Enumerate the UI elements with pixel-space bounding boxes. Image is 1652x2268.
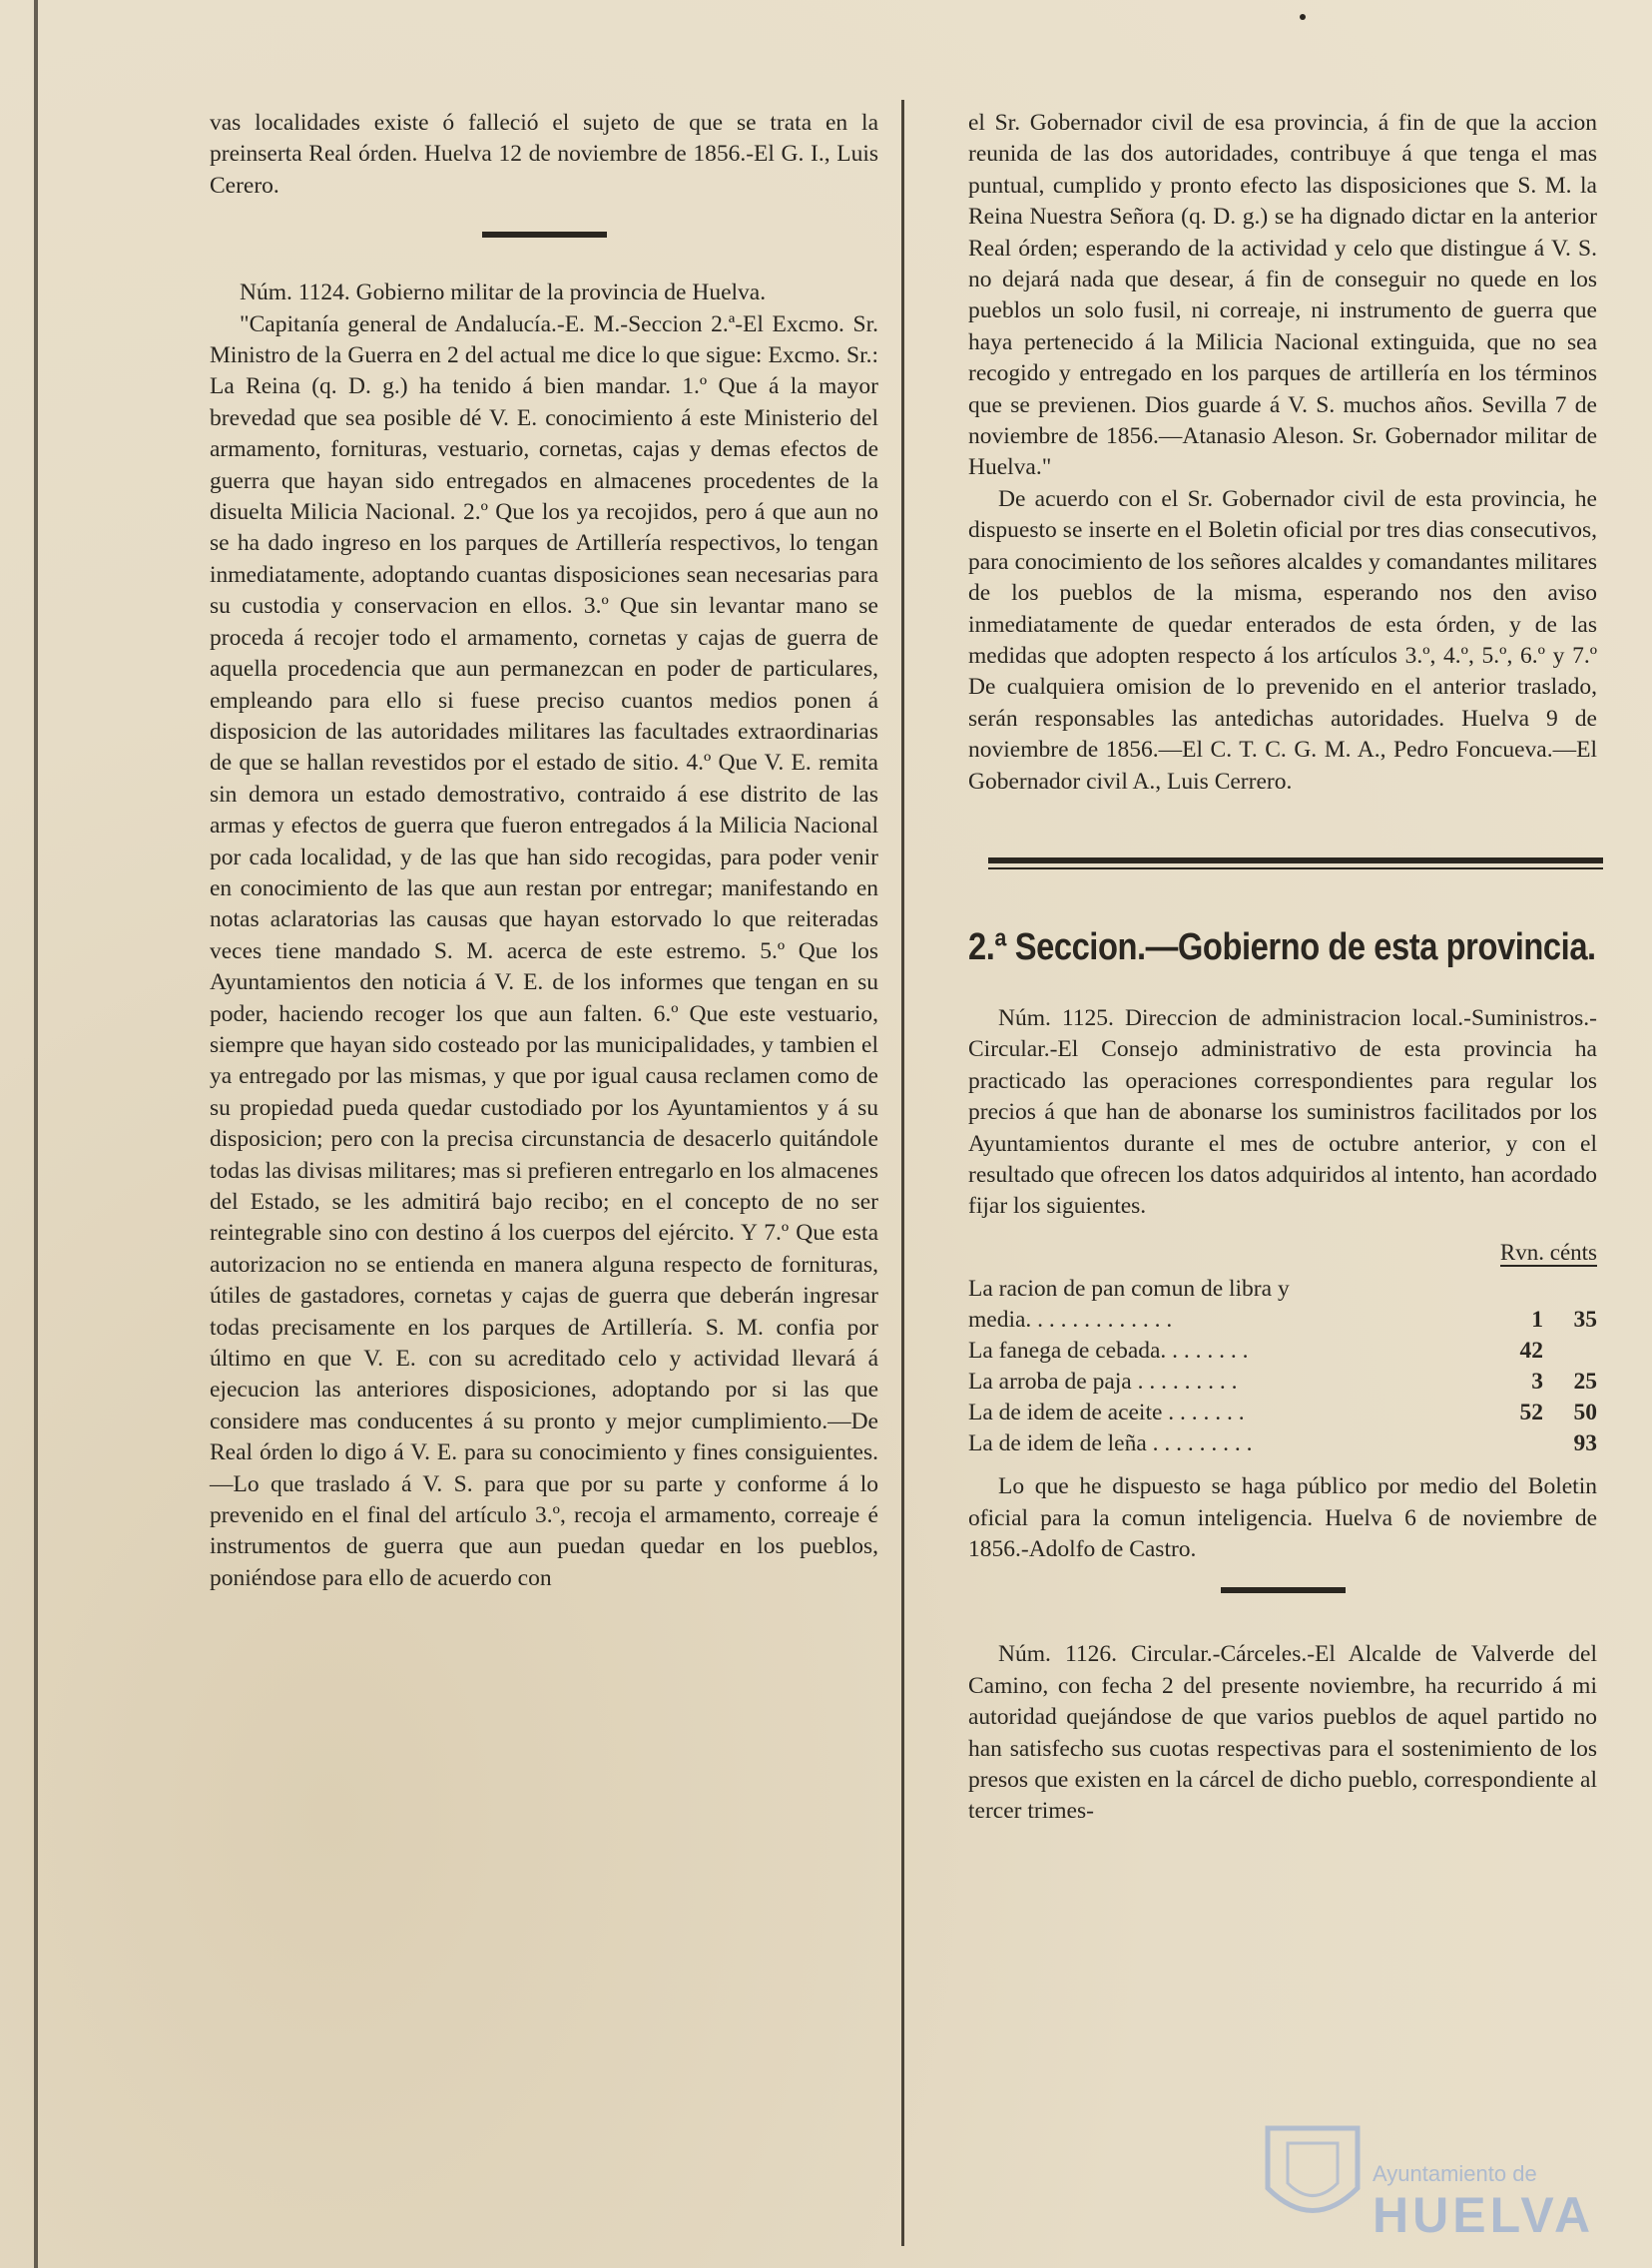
separator-rule: [482, 232, 607, 238]
price-row: La de idem de aceite . . . . . . . 52 50: [968, 1400, 1597, 1426]
watermark-text-line2: HUELVA: [1373, 2187, 1595, 2243]
price-row: La racion de pan comun de libra y: [968, 1276, 1290, 1303]
left-column: [210, 108, 878, 1594]
section-title: 2.ª Seccion.—Gobierno de esta provincia.: [968, 925, 1596, 968]
price-row: La arroba de paja . . . . . . . . . 3 25: [968, 1369, 1597, 1396]
notice-1124-body: "Capitanía general de Andalucía.-E. M.-Seccion 2.ª-El Excmo. Sr. Ministro de la Guerra en 2 del actual me dice lo que sigue: Excmo. Sr.: La Reina (q. D. g.) ha tenido á bien mandar. 1.º Que á la mayor brevedad que sea posible dé V. E. conocimiento á este Ministerio del armamento, fornituras, vestuario, cornetas, cajas y demas efectos de guerra que hayan sido entregados en almacenes procedentes de la disuelta Milicia Nacional. 2.º Que los ya recojidos, pero á que aun no se ha dado ingreso en los parques de Artillería respectivos, lo tengan inmediatamente, adoptando cuantas disposiciones sean necesarias para su custodia y conservacion en ellos. 3.º Que sin levantar mano se proceda á recojer todo el armamento, cornetas y cajas de guerra de aquella procedencia que aun permanezcan en poder de particulares, empleando para ello si fuese preciso cuantos medios ponen á disposicion de las autoridades militares las facultades extraordinarias de que se hallan revestidos por el estado de sitio. 4.º Que V. E. remita sin demora un estado demostrativo, contraido á ese distrito de las armas y efectos de guerra que fueron entregados á la Milicia Nacional por cada localidad, y de las que han sido recogidas, para poder venir en conocimiento de las que aun restan por entregar; manifestando en notas aclaratorias las causas que hayan estorvado lo que reiteradas veces tiene mandado S. M. acerca de este estremo. 5.º Que los Ayuntamientos den noticia á V. E. de los informes que tengan en su poder, haciendo recoger los que aun falten. 6.º Que este vestuario, siempre que hayan sido costeado por las municipalidades, y tambien el ya entregado por las mismas, y que por igual causa reclamen como de su propiedad pueda quedar custodiado por los Ayuntamientos y á su disposicion; pero con la precisa circunstancia de desacerlo quitándole todas las divisas militares; mas si prefieren entregarlo en los almacenes del Estado, se les admitirá bajo recibo; en el concepto de no ser reintegrable sino con destino á los cuerpos del ejército. Y 7.º Que esta autorizacion no se entienda en manera alguna respecto de fornituras, útiles de gastadores, cornetas y cajas de guerra que deberán ingresar todas precisamente en los parques de Artillería. S. M. confia por último en que V. E. con su acreditado celo y actividad llevará á ejecucion las anteriores disposiciones, adoptando por si las que considere mas conducentes á su pronto y mejor cumplimiento.—De Real órden lo digo á V. E. para su conocimiento y fines consiguientes.—Lo que traslado á V. S. para que por su parte y conforme á lo prevenido en el final del artículo 3.º, recoja el armamento, correaje é instrumentos de guerra que aun puedan quedar en los pueblos, poniéndose para ello de acuerdo con: [210, 310, 878, 1591]
price-row: La de idem de leña . . . . . . . . . 93: [968, 1430, 1597, 1457]
price-row: media. . . . . . . . . . . . . 1 35: [968, 1307, 1597, 1334]
price-table: [968, 1237, 1597, 1459]
page-binding-edge: [34, 0, 38, 2268]
left-intro-paragraph: vas localidades existe ó falleció el sujeto de que se trata en la preinserta Real órden. Huelva 12 de noviembre de 1856.-El G. I., Luis Cerero.: [210, 110, 878, 199]
separator-rule: [1221, 1587, 1346, 1593]
right-column: [968, 108, 1597, 1828]
price-table-header: Rvn. cénts: [1499, 1239, 1597, 1265]
section-separator: [988, 857, 1603, 869]
watermark-text-line1: Ayuntamiento de: [1373, 2161, 1537, 2186]
notice-1126-body: Núm. 1126. Circular.-Cárceles.-El Alcalde de Valverde del Camino, con fecha 2 del presente noviembre, ha recurrido á mi autoridad quejándose de que varios pueblos de aquel partido no han satisfecho sus cuotas respectivas para el sostenimiento de los presos que existen en la cárcel de dicho pueblo, correspondiente al tercer trimes-: [968, 1641, 1597, 1825]
ink-dot: [1300, 14, 1306, 20]
column-divider: [901, 100, 904, 2246]
notice-1125-body: Núm. 1125. Direccion de administracion local.-Suministros.-Circular.-El Consejo administrativo de esta provincia ha practicado las operaciones correspondientes para regular los precios á que han de abonarse los suministros facilitados por los Ayuntamientos durante el mes de octubre anterior, y con el resultado que ofrecen los datos adquiridos al intento, han acordado fijar los siguientes.: [968, 1004, 1597, 1220]
price-row: La fanega de cebada. . . . . . . . 42: [968, 1338, 1543, 1365]
notice-1124-heading: Núm. 1124. Gobierno militar de la provincia de Huelva.: [240, 280, 767, 306]
notice-1124-order: De acuerdo con el Sr. Gobernador civil de esta provincia, he dispuesto se inserte en el Boletin oficial por tres dias consecutivos, para conocimiento de los señores alcaldes y comandantes militares de los pueblos de la misma, esperando nos den aviso inmediatamente de quedar enterados de esta órden, y de las medidas que adopten respecto á los artículos 3.º, 4.º, 5.º, 6.º y 7.º De cualquiera omision de lo prevenido en el anterior traslado, serán responsables las antedichas autoridades. Huelva 9 de noviembre de 1856.—El C. T. C. G. M. A., Pedro Foncueva.—El Gobernador civil A., Luis Cerrero.: [968, 485, 1597, 795]
notice-1125-closing: Lo que he dispuesto se haga público por medio del Boletin oficial para la comun inteligencia. Huelva 6 de noviembre de 1856.-Adolfo de Castro.: [968, 1473, 1597, 1562]
notice-1124-continuation: el Sr. Gobernador civil de esa provincia, á fin de que la accion reunida de las dos autoridades, contribuye á que tenga el mas puntual, cumplido y pronto efecto las disposiciones que S. M. la Reina Nuestra Señora (q. D. g.) se ha dignado dictar en la anterior Real órden; esperando de la actividad y celo que distingue á V. S. no dejará nada que desear, á fin de conseguir no quede en los pueblos un solo fusil, ni correaje, ni instrumento de guerra que haya pertenecido á la Milicia Nacional extinguida, que no sea recogido y entregado en los parques de artillería en los términos que se previenen. Dios guarde á V. S. muchos años. Sevilla 7 de noviembre de 1856.—Atanasio Aleson. Sr. Gobernador militar de Huelva.": [968, 110, 1597, 481]
